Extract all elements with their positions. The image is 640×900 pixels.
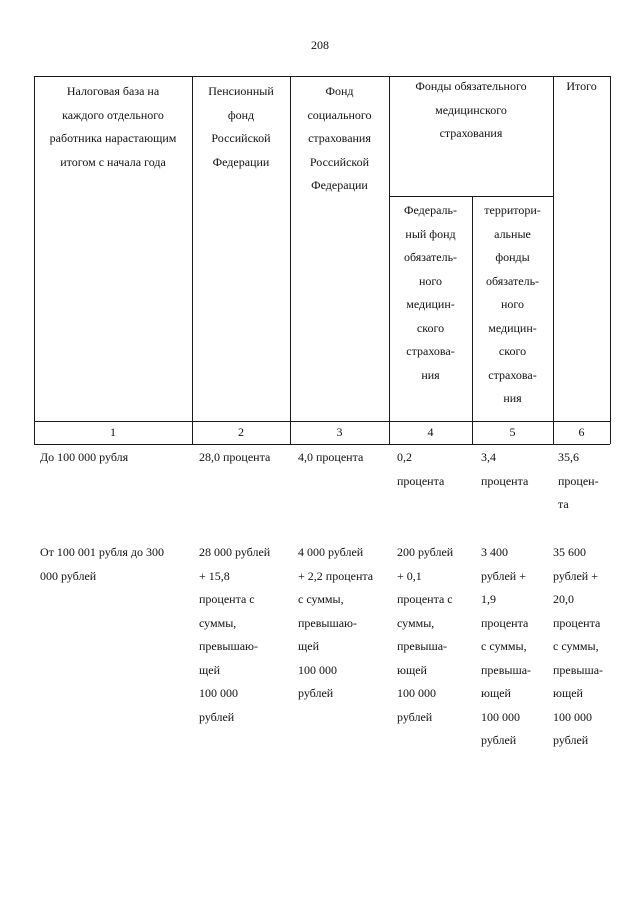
page-number: 208 <box>311 38 329 52</box>
column-number-5: 5 <box>509 425 516 439</box>
header-federal-medical-fund: Федераль- ный фонд обязатель- ного медицин- ского страхова- ния <box>403 203 458 382</box>
row-1-territorial-rate: 3,4 процента <box>481 450 529 488</box>
header-social-insurance-fund: Фонд социального страхования Российской Федерации <box>307 84 372 192</box>
row-1-total-rate: 35,6 процен- та <box>558 450 599 511</box>
medical-funds-divider <box>389 196 553 197</box>
row-2-tax-base: От 100 001 рубля до 300 000 рублей <box>40 545 165 583</box>
table-right-border <box>610 76 611 444</box>
column-number-6: 6 <box>578 425 585 439</box>
row-1-federal-rate: 0,2 процента <box>397 450 445 488</box>
header-total: Итого <box>566 79 597 93</box>
row-2-federal-rate: 200 рублей + 0,1 процента с суммы, превыша- ющей 100 000 рублей <box>397 545 454 724</box>
row-1-social-rate: 4,0 процента <box>298 450 364 464</box>
column-number-2: 2 <box>238 425 244 439</box>
header-territorial-medical-funds: территори- альные фонды обязатель- ного медицин- ского страхова- ния <box>484 203 541 405</box>
row-2-social-rate: 4 000 рублей + 2,2 процента с суммы, превышаю- щей 100 000 рублей <box>298 545 374 700</box>
column-number-3: 3 <box>336 425 343 439</box>
row-2-pension-rate: 28 000 рублей + 15,8 процента с суммы, превышаю- щей 100 000 рублей <box>199 545 271 724</box>
header-pension-fund: Пенсионный фонд Российской Федерации <box>208 84 274 169</box>
header-medical-funds-group: Фонды обязательного медицинского страхования <box>415 79 527 140</box>
row-2-territorial-rate: 3 400 рублей + 1,9 процента с суммы, превыша- ющей 100 000 рублей <box>481 545 532 747</box>
column-number-1: 1 <box>110 425 116 439</box>
row-1-pension-rate: 28,0 процента <box>199 450 271 464</box>
column-number-4: 4 <box>427 425 434 439</box>
row-1-tax-base: До 100 000 рубля <box>40 450 129 464</box>
row-2-total-rate: 35 600 рублей + 20,0 процента с суммы, превыша- ющей 100 000 рублей <box>553 545 604 747</box>
header-tax-base: Налоговая база на каждого отдельного работника нарастающим итогом с начала года <box>49 84 177 169</box>
column-divider-5 <box>553 76 554 444</box>
